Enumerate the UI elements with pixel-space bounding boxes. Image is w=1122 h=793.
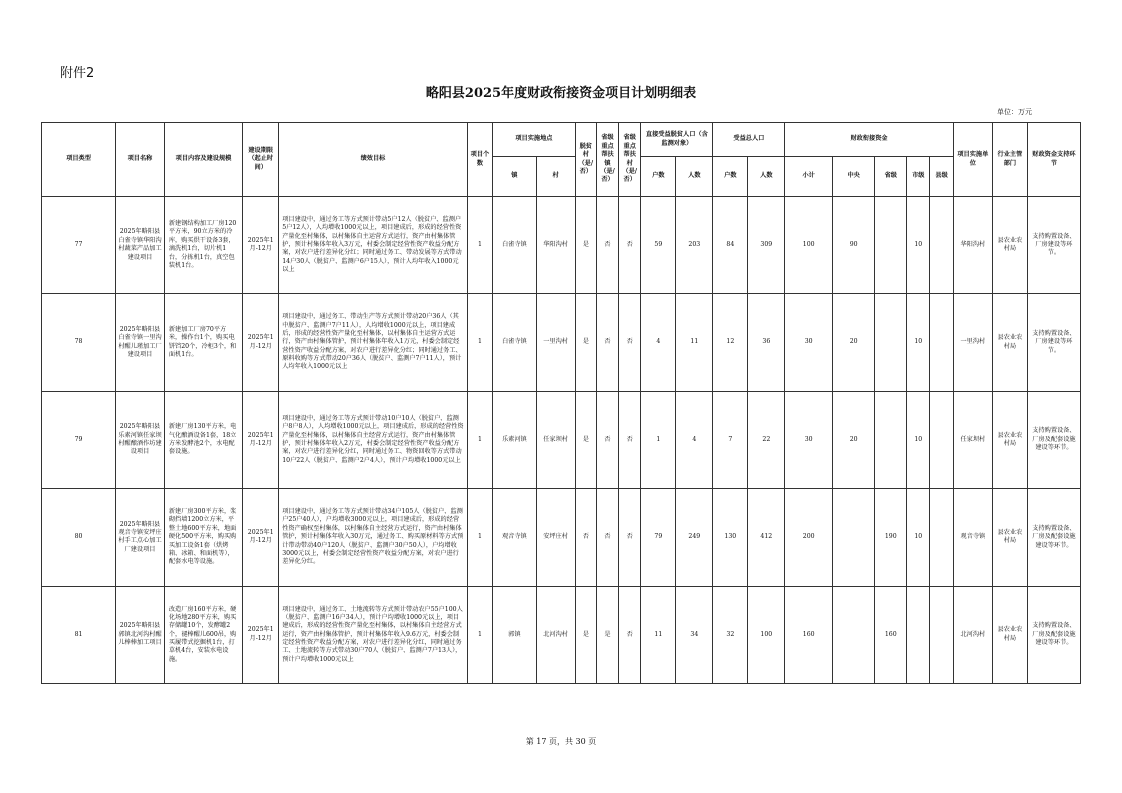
col-impl-unit: 项目实施单位 xyxy=(953,123,992,197)
col-province: 省级 xyxy=(875,157,907,197)
cell-period: 2025年1月-12月 xyxy=(243,391,279,488)
cell-total-households: 32 xyxy=(713,586,748,683)
cell-village: 任家坝村 xyxy=(536,391,575,488)
cell-name: 2025年略阳县郭镇北河沟村醒儿棒棒加工项目 xyxy=(116,586,165,683)
cell-impl-unit: 北河沟村 xyxy=(953,586,992,683)
cell-content: 新建厂房130平方米，电气化酿酒设备1套，18立方米发酵池2个，水电配套设施。 xyxy=(164,391,242,488)
cell-name: 2025年略阳县白雀寺镇一里沟村醒儿瑾加工厂建设项目 xyxy=(116,294,165,391)
cell-dept: 县农业农村局 xyxy=(992,197,1027,294)
col-direct-people: 人数 xyxy=(676,157,713,197)
cell-poor-village: 是 xyxy=(575,391,596,488)
cell-province xyxy=(875,197,907,294)
cell-prov-town: 否 xyxy=(596,197,618,294)
col-poor-village: 脱贫村（是/否） xyxy=(575,123,596,197)
cell-central: 90 xyxy=(833,197,875,294)
cell-direct-people: 203 xyxy=(676,197,713,294)
col-town: 镇 xyxy=(493,157,536,197)
cell-direct-households: 1 xyxy=(641,391,676,488)
cell-goal: 项目建设中，通过务工等方式预计带动10户10人（脱贫户、监测户8户8人），人均增收1000元以上，项目建成后，形成的经营性资产量化至村集体，以村集体自主经营方式运行，资产由村集体管护，预计村集体年收入2万元，村委会制定经营性资产收益分配方案，对农户进行差异化分红，同时通过务工、物资回收等方式带动10户22人（脱贫户、监测户2户4人），预计户均增收1000元以上 xyxy=(279,391,468,488)
cell-poor-village: 是 xyxy=(575,294,596,391)
cell-total-people: 309 xyxy=(748,197,785,294)
col-count: 项目个数 xyxy=(467,123,492,197)
page-number: 第 17 页，共 30 页 xyxy=(525,737,597,746)
cell-poor-village: 是 xyxy=(575,586,596,683)
table-row xyxy=(42,197,1081,294)
cell-prov-town: 否 xyxy=(596,391,618,488)
cell-goal: 项目建设中，通过务工、带动生产等方式预计带动20户36人（其中脱贫户、监测户7户11人），人均增收1000元以上，项目建成后，形成的经营性资产量化至村集体，以村集体自主运营方式运行，资产由村集体管护，预计村集体年收入1万元，村委会制定经营性资产收益分配方案，对农户进行差异化分红；同时通过务工、原料收购等方式带动20户36人（脱贫户、监测户7户11人），预计人均年收入1000元以上 xyxy=(279,294,468,391)
col-funds: 财政衔接资金 xyxy=(785,123,953,157)
cell-direct-households: 4 xyxy=(641,294,676,391)
cell-province: 190 xyxy=(875,489,907,586)
cell-subtotal: 30 xyxy=(785,294,833,391)
cell-city xyxy=(907,586,930,683)
cell-city: 10 xyxy=(907,197,930,294)
cell-central xyxy=(833,489,875,586)
cell-poor-village: 否 xyxy=(575,489,596,586)
cell-province xyxy=(875,294,907,391)
cell-prov-town: 否 xyxy=(596,294,618,391)
col-period: 建设期限（起止时间） xyxy=(243,123,279,197)
cell-period: 2025年1月-12月 xyxy=(243,197,279,294)
cell-impl-unit: 一里沟村 xyxy=(953,294,992,391)
col-total-households: 户数 xyxy=(713,157,748,197)
cell-county xyxy=(930,197,953,294)
col-dept: 行业主管部门 xyxy=(992,123,1027,197)
cell-village: 北河沟村 xyxy=(536,586,575,683)
col-county: 县级 xyxy=(930,157,953,197)
col-name: 项目名称 xyxy=(116,123,165,197)
cell-name: 2025年略阳县白雀寺镇华阳沟村蔬菜产品加工建设项目 xyxy=(116,197,165,294)
cell-village: 华阳沟村 xyxy=(536,197,575,294)
cell-support: 支持购置设备、厂房建设等环节。 xyxy=(1027,197,1080,294)
cell-name: 2025年略阳县乐素河镇任家坝村醒酿酒作坊建设项目 xyxy=(116,391,165,488)
cell-count: 1 xyxy=(467,294,492,391)
cell-total-households: 84 xyxy=(713,197,748,294)
cell-direct-people: 249 xyxy=(676,489,713,586)
cell-type: 77 xyxy=(42,197,116,294)
cell-total-households: 12 xyxy=(713,294,748,391)
cell-period: 2025年1月-12月 xyxy=(243,294,279,391)
cell-count: 1 xyxy=(467,197,492,294)
col-direct-benefit: 直接受益脱贫人口（含监测对象） xyxy=(641,123,713,157)
cell-count: 1 xyxy=(467,586,492,683)
cell-central xyxy=(833,586,875,683)
cell-county xyxy=(930,294,953,391)
cell-dept: 县农业农村局 xyxy=(992,586,1027,683)
col-central: 中央 xyxy=(833,157,875,197)
cell-content: 新建钢结构加工厂房120平方米，90立方米的冷库，购买烘干设备3套，滴洗机1台，切片机1台，分拣机1台，真空包装机1台。 xyxy=(164,197,242,294)
cell-type: 79 xyxy=(42,391,116,488)
cell-province xyxy=(875,391,907,488)
cell-direct-people: 4 xyxy=(676,391,713,488)
cell-total-households: 7 xyxy=(713,391,748,488)
cell-support: 支持购置设备、厂房建设等环节。 xyxy=(1027,294,1080,391)
cell-direct-households: 11 xyxy=(641,586,676,683)
col-goal: 绩效目标 xyxy=(279,123,468,197)
cell-impl-unit: 华阳沟村 xyxy=(953,197,992,294)
cell-city: 10 xyxy=(907,489,930,586)
cell-town: 白雀寺镇 xyxy=(493,294,536,391)
cell-prov-town: 是 xyxy=(596,586,618,683)
cell-goal: 项目建设中，通过务工等方式预计带动5户12人（脱贫户、监测户5户12人），人均增收1000元以上，项目建成后，形成的经营性资产量化至村集体，以村集体自主运营方式运行，资产由村集体管护，预计村集体年收入3万元，村委会制定经营性资产收益分配方案，对农户进行差异化分红；同时通过务工、带动发展等方式带动14户30人（脱贫户、监测户6户15人），预计人均年收入1000元以上 xyxy=(279,197,468,294)
col-city: 市级 xyxy=(907,157,930,197)
cell-total-people: 36 xyxy=(748,294,785,391)
project-table xyxy=(41,122,1081,684)
col-direct-households: 户数 xyxy=(641,157,676,197)
cell-central: 20 xyxy=(833,391,875,488)
col-subtotal: 小计 xyxy=(785,157,833,197)
cell-prov-town: 否 xyxy=(596,489,618,586)
cell-period: 2025年1月-12月 xyxy=(243,489,279,586)
cell-poor-village: 是 xyxy=(575,197,596,294)
cell-goal: 项目建设中，通过务工、土地流转等方式预计带动农户55户100人（脱贫户、监测户16户34人），预计户均增收1000元以上，项目建成后，形成的经营性资产量化至村集体，以村集体自主经营方式运行，资产由村集体管护，预计村集体年收入9.6万元，村委会制定经营性资产收益分配方案，对农户进行差异化分红，同时通过务工、土地流转等方式带动30户70人（脱贫户、监测户7户13人），预计户均增收1000元以上 xyxy=(279,586,468,683)
table-row xyxy=(42,489,1081,586)
cell-prov-village: 否 xyxy=(619,294,641,391)
cell-support: 支持购置设备、厂房及配套设施建设等环节。 xyxy=(1027,489,1080,586)
table-row xyxy=(42,391,1081,488)
cell-support: 支持购置设备、厂房及配套设施建设等环节。 xyxy=(1027,391,1080,488)
cell-direct-people: 34 xyxy=(676,586,713,683)
cell-content: 新建厂房300平方米，浆砌挡墙1200立方米，平整土地600平方米，地面硬化500平方米，购买购买加工设备1套（烘烤箱、冰箱、和面机等），配套水电等设施。 xyxy=(164,489,242,586)
col-content: 项目内容及建设规模 xyxy=(164,123,242,197)
col-total-benefit: 受益总人口 xyxy=(713,123,785,157)
col-support: 财政资金支持环节 xyxy=(1027,123,1080,197)
cell-direct-people: 11 xyxy=(676,294,713,391)
cell-county xyxy=(930,489,953,586)
attachment-label: 附件2 xyxy=(60,66,95,81)
cell-dept: 县农业农村局 xyxy=(992,489,1027,586)
cell-support: 支持购置设备、厂房及配套设施建设等环节。 xyxy=(1027,586,1080,683)
cell-prov-village: 否 xyxy=(619,391,641,488)
cell-village: 安坪庄村 xyxy=(536,489,575,586)
cell-central: 20 xyxy=(833,294,875,391)
cell-county xyxy=(930,586,953,683)
cell-content: 新建加工厂房70平方米，操作台1个，购买电饼铛20个，冷柜3个，和面机1台。 xyxy=(164,294,242,391)
cell-city: 10 xyxy=(907,391,930,488)
col-type: 项目类型 xyxy=(42,123,116,197)
col-prov-village: 省级重点帮扶村（是/否） xyxy=(619,123,641,197)
col-total-people: 人数 xyxy=(748,157,785,197)
cell-type: 80 xyxy=(42,489,116,586)
cell-prov-village: 否 xyxy=(619,197,641,294)
cell-count: 1 xyxy=(467,391,492,488)
cell-total-people: 22 xyxy=(748,391,785,488)
unit-label: 单位：万元 xyxy=(997,108,1032,116)
cell-direct-households: 59 xyxy=(641,197,676,294)
cell-impl-unit: 任家坝村 xyxy=(953,391,992,488)
cell-county xyxy=(930,391,953,488)
cell-prov-village: 否 xyxy=(619,489,641,586)
cell-name: 2025年略阳县观音寺镇安坪庄村手工点心加工厂建设项目 xyxy=(116,489,165,586)
col-location: 项目实施地点 xyxy=(493,123,576,157)
cell-subtotal: 200 xyxy=(785,489,833,586)
cell-total-households: 130 xyxy=(713,489,748,586)
cell-city: 10 xyxy=(907,294,930,391)
cell-total-people: 100 xyxy=(748,586,785,683)
cell-prov-village: 否 xyxy=(619,586,641,683)
cell-village: 一里沟村 xyxy=(536,294,575,391)
cell-town: 观音寺镇 xyxy=(493,489,536,586)
col-prov-town: 省级重点帮扶镇（是/否） xyxy=(596,123,618,197)
cell-period: 2025年1月-12月 xyxy=(243,586,279,683)
cell-subtotal: 30 xyxy=(785,391,833,488)
table-row xyxy=(42,294,1081,391)
cell-subtotal: 100 xyxy=(785,197,833,294)
cell-subtotal: 160 xyxy=(785,586,833,683)
cell-dept: 县农业农村局 xyxy=(992,391,1027,488)
cell-content: 改造厂房160平方米，硬化场地280平方米，购买存储罐10个，发酵罐2个，褪棒醒儿600吊，购买履带式挖掘机1台，打草机4台，安装水电设施。 xyxy=(164,586,242,683)
cell-town: 乐素河镇 xyxy=(493,391,536,488)
cell-impl-unit: 观音寺镇 xyxy=(953,489,992,586)
cell-direct-households: 79 xyxy=(641,489,676,586)
cell-town: 郭镇 xyxy=(493,586,536,683)
col-village: 村 xyxy=(536,157,575,197)
cell-type: 78 xyxy=(42,294,116,391)
cell-town: 白雀寺镇 xyxy=(493,197,536,294)
table-row xyxy=(42,586,1081,683)
cell-type: 81 xyxy=(42,586,116,683)
cell-count: 1 xyxy=(467,489,492,586)
page-title: 略阳县2025年度财政衔接资金项目计划明细表 xyxy=(425,86,697,101)
cell-dept: 县农业农村局 xyxy=(992,294,1027,391)
cell-goal: 项目建设中，通过务工等方式预计带动34户105人（脱贫户、监测户25户40人），户均增收3000元以上，项目建成后，形成的经营性资产确权至村集体，以村集体自主经营方式运行，资产由村集体管护，预计村集体年收入30万元，通过务工、购买原材料等方式预计带动带动40户120人（脱贫户、监测户30户50人），户均增收3000元以上，村委会制定经营性资产收益分配方案，对农户进行差异化分红。 xyxy=(279,489,468,586)
cell-total-people: 412 xyxy=(748,489,785,586)
cell-province: 160 xyxy=(875,586,907,683)
